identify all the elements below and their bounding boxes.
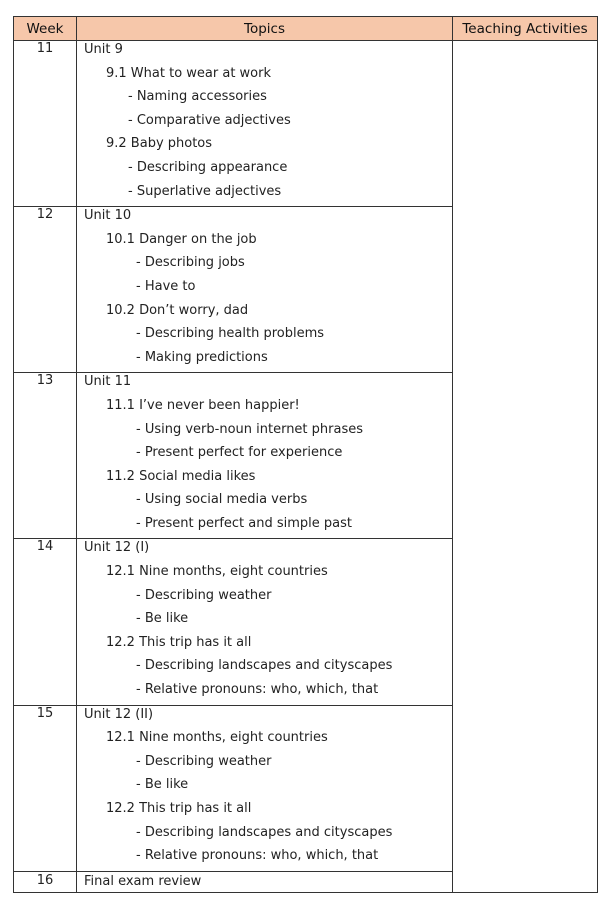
topic-item: - Describing landscapes and cityscapes — [136, 658, 393, 674]
header-row — [14, 17, 598, 41]
course-schedule-table — [13, 16, 598, 893]
week-number: 13 — [14, 373, 77, 539]
topic-item: - Describing health problems — [136, 326, 325, 342]
topics-cell — [77, 871, 453, 892]
topic-item: - Relative pronouns: who, which, that — [136, 682, 379, 698]
topic-item: - Be like — [136, 777, 189, 793]
topic-item: - Have to — [136, 278, 196, 294]
topic-item: - Using verb-noun internet phrases — [136, 421, 364, 437]
topics-cell — [77, 373, 453, 539]
lesson-title: 11.1 I’ve never been happier! — [106, 397, 300, 413]
topic-item: - Describing weather — [136, 587, 272, 603]
unit-title: Final exam review — [84, 873, 202, 889]
lesson-title: 9.1 What to wear at work — [106, 65, 272, 81]
table-row — [14, 41, 598, 207]
lesson-title: 12.2 This trip has it all — [106, 634, 252, 650]
topic-item: - Superlative adjectives — [128, 183, 282, 199]
unit-title: Unit 12 (I) — [84, 540, 150, 556]
topic-item: - Describing weather — [136, 753, 272, 769]
unit-title: Unit 11 — [84, 374, 132, 390]
week-number: 12 — [14, 207, 77, 373]
week-number: 16 — [14, 871, 77, 892]
lesson-title: 10.1 Danger on the job — [106, 231, 257, 247]
lesson-title: 12.1 Nine months, eight countries — [106, 564, 328, 580]
teaching-activities-header: Teaching Activities — [453, 17, 598, 41]
topic-item: - Be like — [136, 611, 189, 627]
lesson-title: 10.2 Don’t worry, dad — [106, 302, 249, 318]
topic-item: - Describing landscapes and cityscapes — [136, 824, 393, 840]
topics-cell — [77, 207, 453, 373]
lesson-title: 11.2 Social media likes — [106, 468, 256, 484]
lesson-title: 12.1 Nine months, eight countries — [106, 730, 328, 746]
topic-item: - Using social media verbs — [136, 492, 308, 508]
topics-cell — [77, 705, 453, 871]
week-number: 11 — [14, 41, 77, 207]
topic-item: - Describing appearance — [128, 159, 288, 175]
topic-item: - Making predictions — [136, 349, 268, 365]
lesson-title: 9.2 Baby photos — [106, 136, 213, 152]
week-number: 15 — [14, 705, 77, 871]
topics-cell — [77, 41, 453, 207]
topic-item: - Naming accessories — [128, 89, 267, 105]
week-number: 14 — [14, 539, 77, 705]
topics-header: Topics — [77, 17, 453, 41]
topic-item: - Relative pronouns: who, which, that — [136, 848, 379, 864]
teaching-activities-cell — [453, 41, 598, 893]
unit-title: Unit 9 — [84, 42, 123, 57]
topics-cell — [77, 539, 453, 705]
topic-item: - Comparative adjectives — [128, 112, 291, 128]
topic-item: - Describing jobs — [136, 255, 245, 271]
schedule-body — [14, 41, 598, 893]
unit-title: Unit 10 — [84, 208, 132, 224]
unit-title: Unit 12 (II) — [84, 706, 154, 722]
lesson-title: 12.2 This trip has it all — [106, 801, 252, 816]
topic-item: - Present perfect for experience — [136, 445, 343, 461]
week-header: Week — [14, 17, 77, 41]
topic-item: - Present perfect and simple past — [136, 515, 352, 531]
